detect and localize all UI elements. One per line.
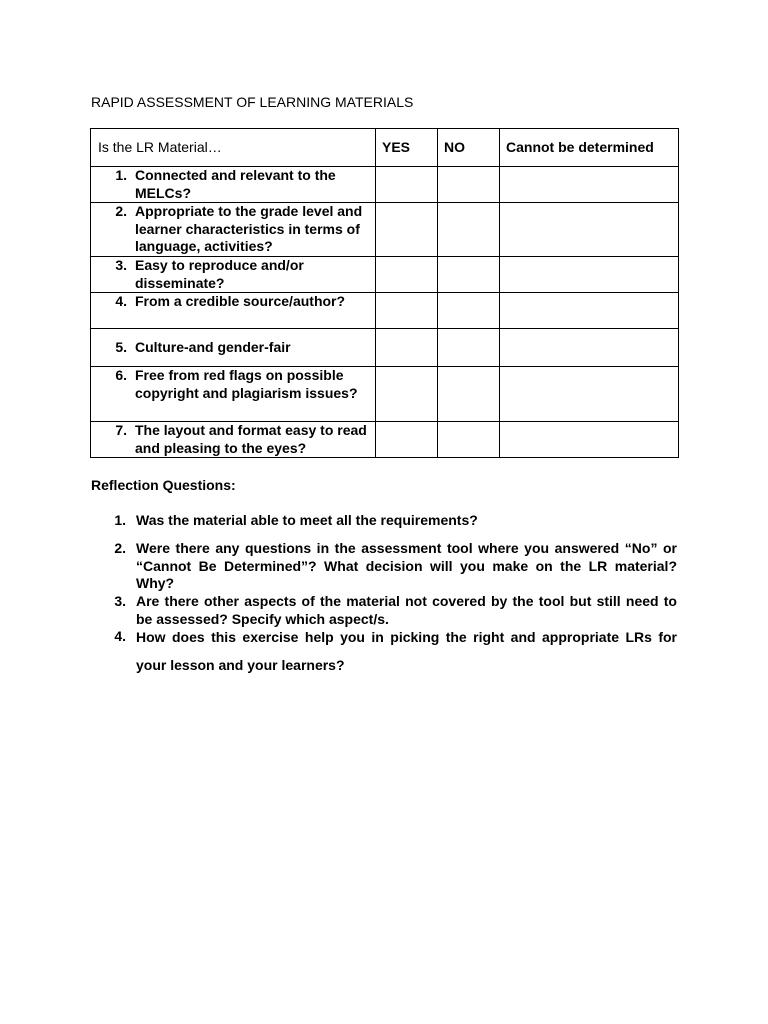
question-text: Were there any questions in the assessment tool where you answered “No” or “Cannot Be Determined”? What decision will you make on the LR material? Why? (136, 540, 677, 591)
cannot-be-determined-cell[interactable] (500, 167, 679, 203)
criterion-text: Easy to reproduce and/or disseminate? (135, 257, 304, 291)
criterion-cell (91, 257, 376, 293)
table-row (91, 257, 679, 293)
no-cell[interactable] (438, 367, 500, 422)
question-text: Was the material able to meet all the requirements? (136, 512, 478, 528)
yes-cell[interactable] (376, 367, 438, 422)
criterion-text: From a credible source/author? (135, 293, 346, 309)
table-row (91, 329, 679, 367)
question-number: 4. (114, 628, 126, 644)
yes-cell[interactable] (376, 329, 438, 367)
no-cell[interactable] (438, 422, 500, 458)
criterion-number: 6. (115, 367, 127, 383)
no-cell[interactable] (438, 293, 500, 329)
criterion-number: 7. (115, 422, 127, 438)
cannot-be-determined-cell[interactable] (500, 367, 679, 422)
cannot-be-determined-cell[interactable] (500, 329, 679, 367)
criterion-number: 1. (115, 167, 127, 183)
assessment-table (90, 128, 679, 458)
criterion-cell (91, 203, 376, 257)
page-title: RAPID ASSESSMENT OF LEARNING MATERIALS (91, 94, 414, 110)
question-number: 3. (114, 593, 126, 609)
cannot-be-determined-cell[interactable] (500, 257, 679, 293)
table-row (91, 367, 679, 422)
yes-cell[interactable] (376, 257, 438, 293)
header-cannot-be-determined: Cannot be determined (500, 129, 679, 167)
criterion-cell (91, 367, 376, 422)
table-row (91, 422, 679, 458)
yes-cell[interactable] (376, 203, 438, 257)
table-row (91, 203, 679, 257)
cannot-be-determined-cell[interactable] (500, 293, 679, 329)
criterion-number: 4. (115, 293, 127, 309)
criterion-text: Culture-and gender-fair (135, 338, 291, 355)
cannot-be-determined-cell[interactable] (500, 422, 679, 458)
question-text: Are there other aspects of the material not covered by the tool but still need to be assessed? Specify which aspect/s. (136, 593, 677, 627)
header-yes: YES (376, 129, 438, 167)
table-row (91, 293, 679, 329)
list-item (91, 540, 677, 593)
list-item (91, 512, 677, 530)
criterion-text: Appropriate to the grade level and learner characteristics in terms of language, activities? (135, 203, 363, 254)
criterion-number: 5. (115, 338, 127, 355)
criterion-text: Connected and relevant to the MELCs? (135, 167, 336, 201)
no-cell[interactable] (438, 167, 500, 203)
criterion-text: Free from red flags on possible copyright and plagiarism issues? (135, 367, 358, 401)
criterion-text: The layout and format easy to read and pleasing to the eyes? (135, 422, 367, 456)
table-row (91, 167, 679, 203)
yes-cell[interactable] (376, 167, 438, 203)
question-number: 1. (114, 512, 126, 528)
cannot-be-determined-cell[interactable] (500, 203, 679, 257)
criterion-cell (91, 167, 376, 203)
no-cell[interactable] (438, 257, 500, 293)
table-header-row (91, 129, 679, 167)
header-criterion: Is the LR Material… (91, 129, 376, 167)
question-text: How does this exercise help you in picking the right and appropriate LRs for your lesson and your learners? (136, 629, 677, 673)
criterion-cell (91, 422, 376, 458)
reflection-heading: Reflection Questions: (91, 477, 236, 493)
yes-cell[interactable] (376, 293, 438, 329)
yes-cell[interactable] (376, 422, 438, 458)
question-number: 2. (114, 540, 126, 556)
criterion-number: 2. (115, 203, 127, 219)
no-cell[interactable] (438, 329, 500, 367)
no-cell[interactable] (438, 203, 500, 257)
list-item (91, 628, 677, 679)
criterion-cell (91, 293, 376, 329)
header-no: NO (438, 129, 500, 167)
criterion-cell (91, 329, 376, 367)
criterion-number: 3. (115, 257, 127, 273)
